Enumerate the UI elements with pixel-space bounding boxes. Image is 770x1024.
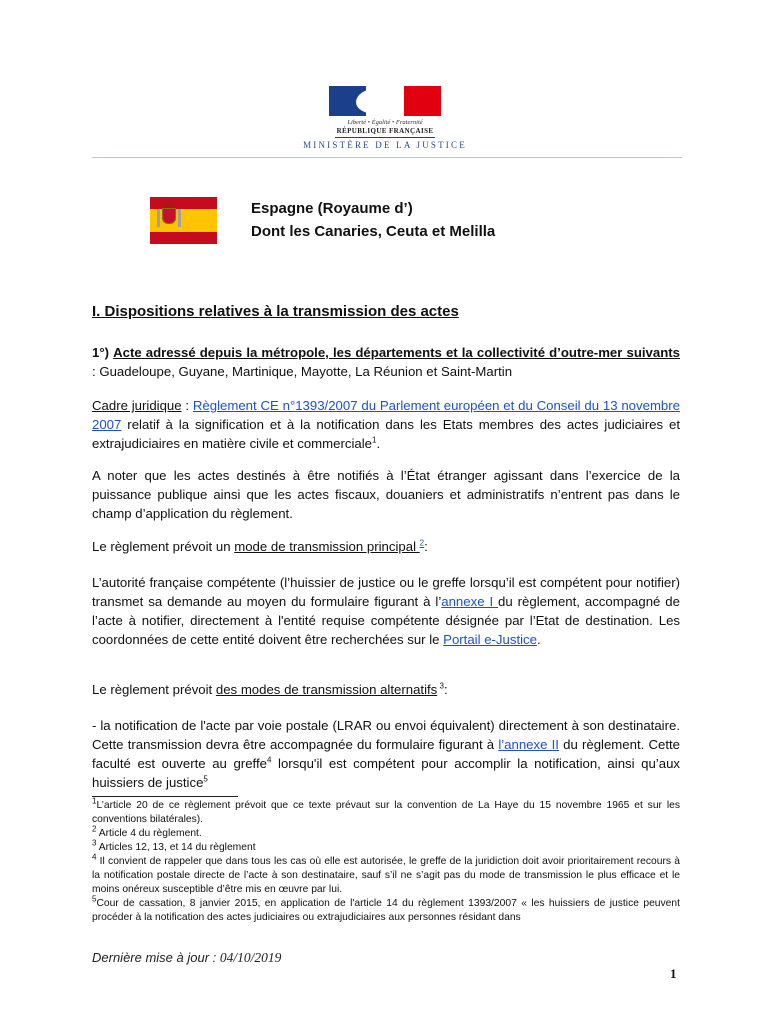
annexe-1-link[interactable]: annexe I xyxy=(441,594,499,609)
footnote-divider xyxy=(92,796,238,797)
footnote-ref-1[interactable]: 1 xyxy=(371,435,377,445)
last-updated-date: 04/10/2019 xyxy=(219,950,282,965)
footnote-5: $^5$Cour de cassation, 8 janvier 2015, en application de l'article 14 du règlement 1393/2007 « les huissiers de justice peuvent procéder à la notification des actes judiciaires ou extrajudiciaires aux personnes résidant dans xyxy=(92,894,680,923)
logo-republique: RÉPUBLIQUE FRANÇAISE xyxy=(336,127,434,135)
cadre-text: relatif à la signification et à la notification dans les Etats membres des actes judiciaires et extrajudiciaires en matière civile et commerciale xyxy=(92,417,680,451)
footnote-4: $^4$ Il convient de rappeler que dans tous les cas où elle est autorisée, le greffe de la juridiction doit avoir prioritairement recours à la notification postale directe de l’acte à son destinataire, sauf s’il ne s’agit pas du mode de transmission le plus efficace et le moins onéreux susceptible d’être mis en œuvre par lui. xyxy=(92,852,680,895)
autorite-text-3: . xyxy=(536,632,541,647)
subsection-territories: : Guadeloupe, Guyane, Martinique, Mayotte, La Réunion et Saint-Martin xyxy=(92,364,513,379)
mode-principal-underlined: mode de transmission principal xyxy=(234,539,420,554)
marianne-logo-icon xyxy=(329,86,441,116)
modes-alt-underlined: des modes de transmission alternatifs xyxy=(215,682,438,697)
logo-motto: Liberté • Égalité • Fraternité xyxy=(347,119,423,126)
spain-flag-icon xyxy=(150,197,217,244)
modes-alternatifs-paragraph xyxy=(92,680,680,699)
cadre-end: . xyxy=(376,436,381,451)
postale-text-3: lorsqu'il est compétent pour accomplir la notification, ainsi qu’aux huissiers de justice xyxy=(92,756,681,790)
last-updated-label: Dernière mise à jour : xyxy=(92,950,220,965)
footnote-ref-3[interactable]: 3 xyxy=(437,681,444,691)
section-title: I. Dispositions relatives à la transmission des actes xyxy=(92,303,459,320)
footnote-3: $^3$ Articles 12, 13, et 14 du règlement xyxy=(92,838,256,853)
autorite-text-2: du règlement, accompagné de l’acte à notifier, directement à l'entité requise compétente désignée par l’Etat de destination. Les coordonnées de cette entité doivent être recherchées sur le xyxy=(92,594,680,647)
autorite-paragraph xyxy=(92,573,680,649)
country-name: Espagne (Royaume d’) xyxy=(251,200,413,217)
footnote-1: $^1$L’article 20 de ce règlement prévoit que ce texte prévaut sur la convention de La Haye du 15 novembre 1965 et sur les conventions bilatérales). xyxy=(92,796,680,825)
mode-principal-post: : xyxy=(424,539,428,554)
cadre-label: Cadre juridique xyxy=(92,398,182,413)
mode-principal-pre: Le règlement prévoit un xyxy=(92,539,235,554)
subsection-number: 1°) xyxy=(92,345,109,360)
footnote-2: $^2$ Article 4 du règlement. xyxy=(92,824,202,839)
postale-text-1: - la notification de l'acte par voie postale (LRAR ou envoi équivalent) directement à son destinataire. Cette transmission devra être accompagnée du formulaire figurant à xyxy=(92,718,680,752)
cadre-juridique-paragraph xyxy=(92,396,680,453)
voie-postale-paragraph xyxy=(92,716,680,792)
cadre-separator: : xyxy=(181,398,193,413)
footnote-ref-2[interactable]: 2 xyxy=(419,538,425,548)
portail-ejustice-link[interactable]: Portail e-Justice xyxy=(443,632,537,647)
note-paragraph: A noter que les actes destinés à être notifiés à l’État étranger agissant dans l’exercice de la puissance publique ainsi que les actes fiscaux, douaniers et administratifs n’entrent pas dans le champ d’application du règlement. xyxy=(92,468,680,521)
header-divider xyxy=(92,157,682,158)
reglement-link[interactable]: Règlement CE n°1393/2007 du Parlement européen et du Conseil du 13 novembre 2007 xyxy=(92,398,680,432)
footnote-ref-4[interactable]: 4 xyxy=(266,755,272,765)
subsection-heading: Acte adressé depuis la métropole, les départements et la collectivité d’outre-mer suivants xyxy=(113,345,680,360)
mode-principal-paragraph xyxy=(92,537,680,556)
logo-ministere: MINISTÈRE DE LA JUSTICE xyxy=(303,140,467,150)
modes-alt-pre: Le règlement prévoit xyxy=(92,682,216,697)
annexe-2-link[interactable]: l’annexe II xyxy=(498,737,559,752)
ministry-logo xyxy=(300,86,470,150)
logo-divider xyxy=(335,137,435,138)
country-title xyxy=(251,197,495,243)
page-number: 1 xyxy=(670,966,677,981)
autorite-text-1: L’autorité française compétente (l’huissier de justice ou le greffe lorsqu’il est compétent pour notifier) transmet sa demande au moyen du formulaire figurant à l’ xyxy=(92,575,680,609)
postale-text-2: du règlement. Cette faculté est ouverte au greffe xyxy=(92,737,680,771)
country-subtitle: Dont les Canaries, Ceuta et Melilla xyxy=(251,223,496,240)
last-updated xyxy=(92,950,281,966)
subsection-1 xyxy=(92,343,680,381)
modes-alt-post: : xyxy=(443,682,448,697)
footnotes xyxy=(92,796,680,925)
footnote-ref-5[interactable]: 5 xyxy=(203,774,208,784)
